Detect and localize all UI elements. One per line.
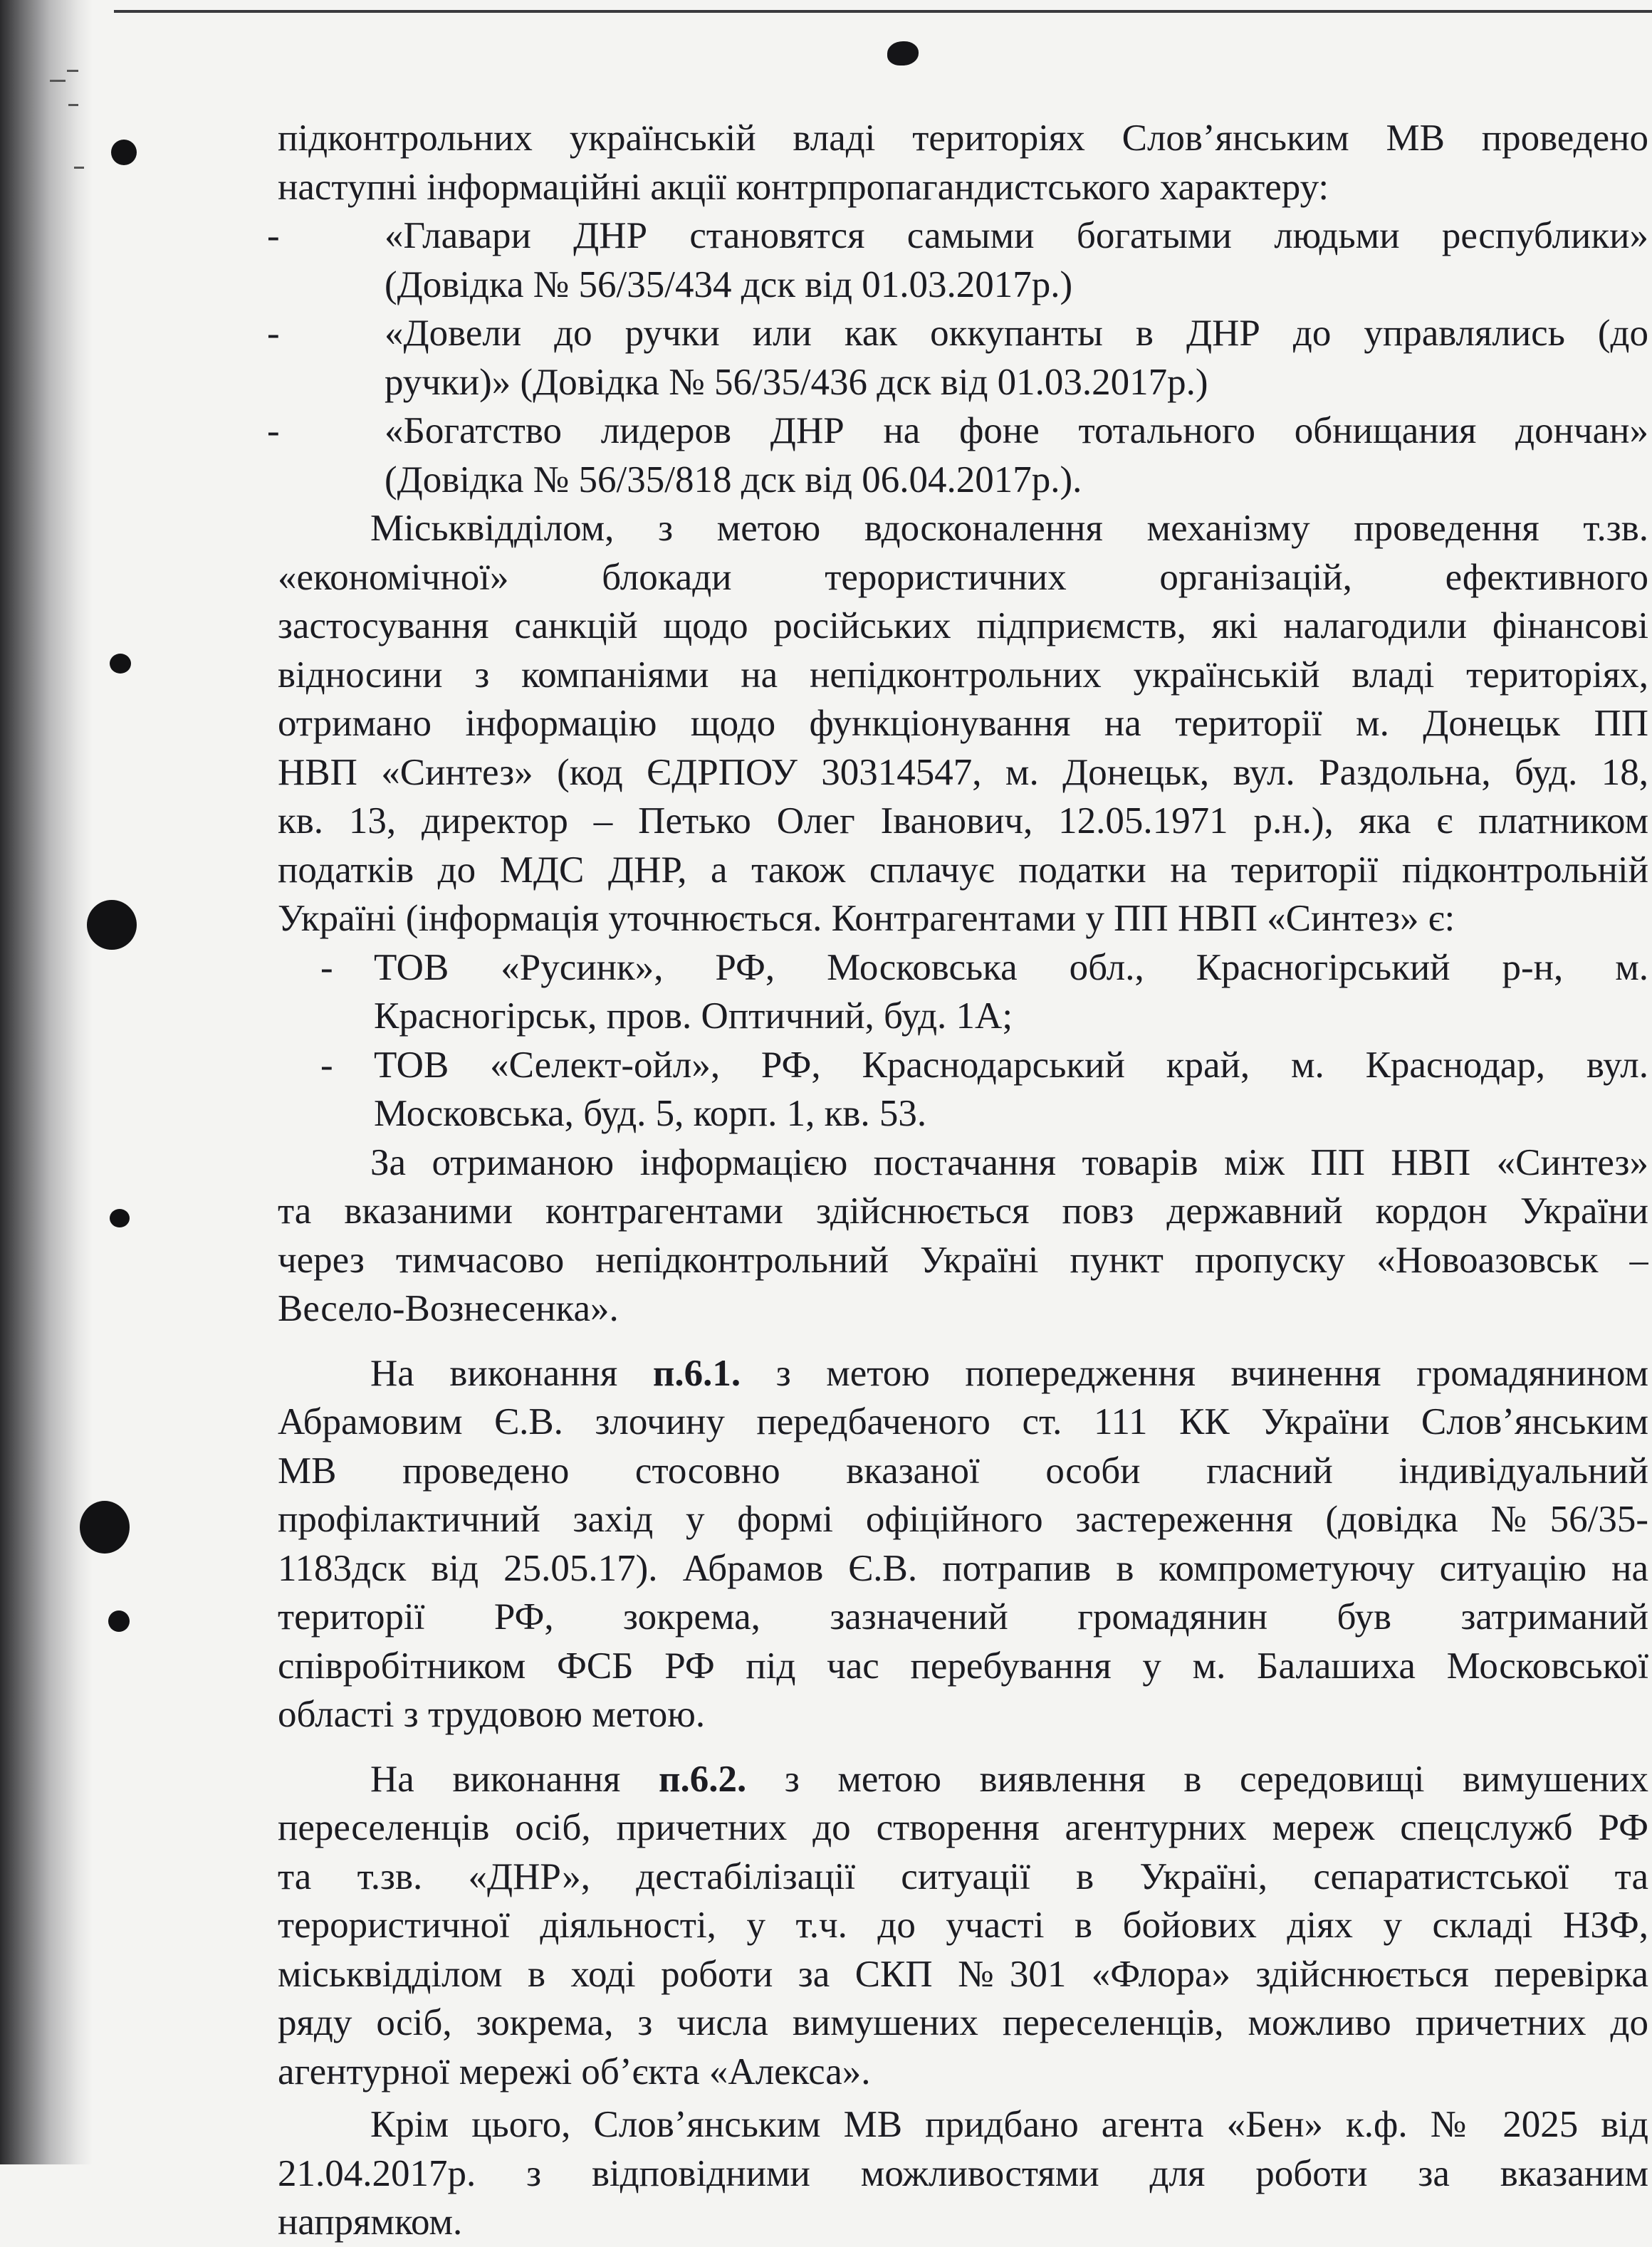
text-line: отримано інформацію щодо функціонування на території м. Донецьк ПП [278,703,1648,744]
scan-binding-edge [0,0,93,2164]
document-body [267,114,1648,2247]
text-line: території РФ, зокрема, зазначений громадянин був затриманий [278,1596,1648,1638]
text-line [278,1755,1648,1804]
bullet: - [267,215,280,256]
text-line: терористичної діяльності, у т.ч. до участі в бойових діях у складі НЗФ, [278,1905,1648,1946]
text-line: «економічної» блокади терористичних організацій, ефективного [278,556,1648,598]
list-item [278,943,1648,1041]
text-fragment: з метою виявлення в середовищі вимушених [784,1758,1648,1800]
text-line: ТОВ «Селект-ойл», РФ, Краснодарський край, м. Краснодар, вул. [374,1044,1648,1086]
list-item [267,309,1648,407]
clause-ref: п.6.2. [658,1758,747,1800]
text-line: агентурної мережі об’єкта «Алекса». [278,2050,871,2093]
text-line: «Главари ДНР становятся самыми богатыми людьми республики» [385,215,1648,256]
text-line: Міськвідділом, з метою вдосконалення механізму проведення т.зв. [370,508,1648,549]
text-line: (Довідка № 56/35/818 дск від 06.04.2017р.). [385,459,1082,501]
text-line: відносини з компаніями на непідконтрольних українській владі територіях, [278,654,1648,696]
text-line: «Довели до ручки или как оккупанты в ДНР до управлялись (до [385,313,1648,354]
text-line: податків до МДС ДНР, а також сплачує податки на території підконтрольній [278,849,1648,891]
punch-hole [110,654,131,674]
text-line: міськвідділом в ході роботи за СКП №301 «Флора» здійснюється перевірка [278,1953,1648,1995]
text-line: «Богатство лидеров ДНР на фоне тотального обнищания дончан» [385,410,1648,451]
text-line: переселенців осіб, причетних до створення агентурних мереж спецслужб РФ [278,1807,1648,1848]
text-line: підконтрольних українській владі територіях Слов’янським МВ проведено [278,117,1648,159]
text-fragment: з метою попередження вчинення громадянином [775,1352,1648,1394]
bullet: - [267,410,280,451]
list-item [267,211,1648,309]
lead-in: На виконання [370,1758,621,1800]
text-line: (Довідка № 56/35/434 дск від 01.03.2017р.) [385,263,1073,305]
text-line: НВП «Синтез» (код ЄДРПОУ 30314547, м. Донецьк, вул. Раздольна, буд. 18, [278,751,1648,793]
bullet: - [267,313,280,354]
lead-in: На виконання [370,1352,618,1394]
text-line: ТОВ «Русинк», РФ, Московська обл., Красногірський р-н, м. [374,946,1648,988]
list-item [278,1041,1648,1138]
bullet: - [320,946,333,988]
text-line: Московська, буд. 5, корп. 1, кв. 53. [374,1093,927,1134]
punch-hole [108,1610,130,1632]
text-line: профілактичний захід у формі офіційного застереження (довідка №56/35- [278,1499,1648,1540]
text-line: Абрамовим Є.В. злочину передбаченого ст. 111 КК України Слов’янським [278,1401,1648,1442]
text-line: ручки)» (Довідка № 56/35/436 дск від 01.03.2017р.) [385,361,1208,403]
text-line: 21.04.2017р. з відповідними можливостями для роботи за вказаним [278,2152,1648,2194]
punch-hole [110,1209,130,1227]
margin-mark [50,80,66,82]
text-line: області з трудовою метою. [278,1694,706,1735]
text-line: Україні (інформація уточнюється. Контрагентами у ПП НВП «Синтез» є: [278,898,1455,939]
text-line: через тимчасово непідконтрольний Україні пункт пропуску «Новоазовськ – [278,1239,1648,1281]
text-line: ряду осіб, зокрема, з числа вимушених переселенців, можливо причетних до [278,2002,1648,2043]
text-line: За отриманою інформацією постачання товарів між ПП НВП «Синтез» [370,1141,1648,1183]
text-line: 1183дск від 25.05.17). Абрамов Є.В. потрапив в компрометуючу ситуацію на [278,1547,1648,1589]
text-line: напрямком. [278,2201,463,2243]
margin-mark [68,104,78,106]
text-line [278,1349,1648,1398]
text-line: наступні інформаційні акції контрпропагандистського характеру: [278,166,1329,208]
text-line: та вказаними контрагентами здійснюється повз державний кордон України [278,1190,1648,1232]
bullet: - [320,1044,333,1086]
margin-mark [74,167,84,169]
punch-hole [87,900,137,950]
text-line: кв. 13, директор – Петько Олег Іванович, 12.05.1971 р.н.), яка є платником [278,800,1648,842]
punch-hole [80,1501,130,1554]
text-line: Красногірськ, пров. Оптичний, буд. 1А; [374,995,1013,1037]
text-line: та т.зв. «ДНР», дестабілізації ситуації в Україні, сепаратистської та [278,1855,1648,1897]
text-line: Весело-Вознесенка». [278,1288,619,1329]
text-line: співробітником ФСБ РФ під час перебування у м. Балашиха Московської [278,1645,1648,1687]
list-item [267,407,1648,504]
margin-mark [67,70,78,72]
page-top-edge [114,10,1652,13]
clause-ref: п.6.1. [652,1352,741,1394]
text-line: Крім цього, Слов’янським МВ придбано агента «Бен» к.ф. № 2025 від [370,2104,1648,2145]
ink-blot [887,41,919,66]
text-line: МВ проведено стосовно вказаної особи гласний індивідуальний [278,1450,1648,1492]
punch-hole [111,140,137,165]
text-line: застосування санкцій щодо російських підприємств, які налагодили фінансові [278,605,1648,646]
